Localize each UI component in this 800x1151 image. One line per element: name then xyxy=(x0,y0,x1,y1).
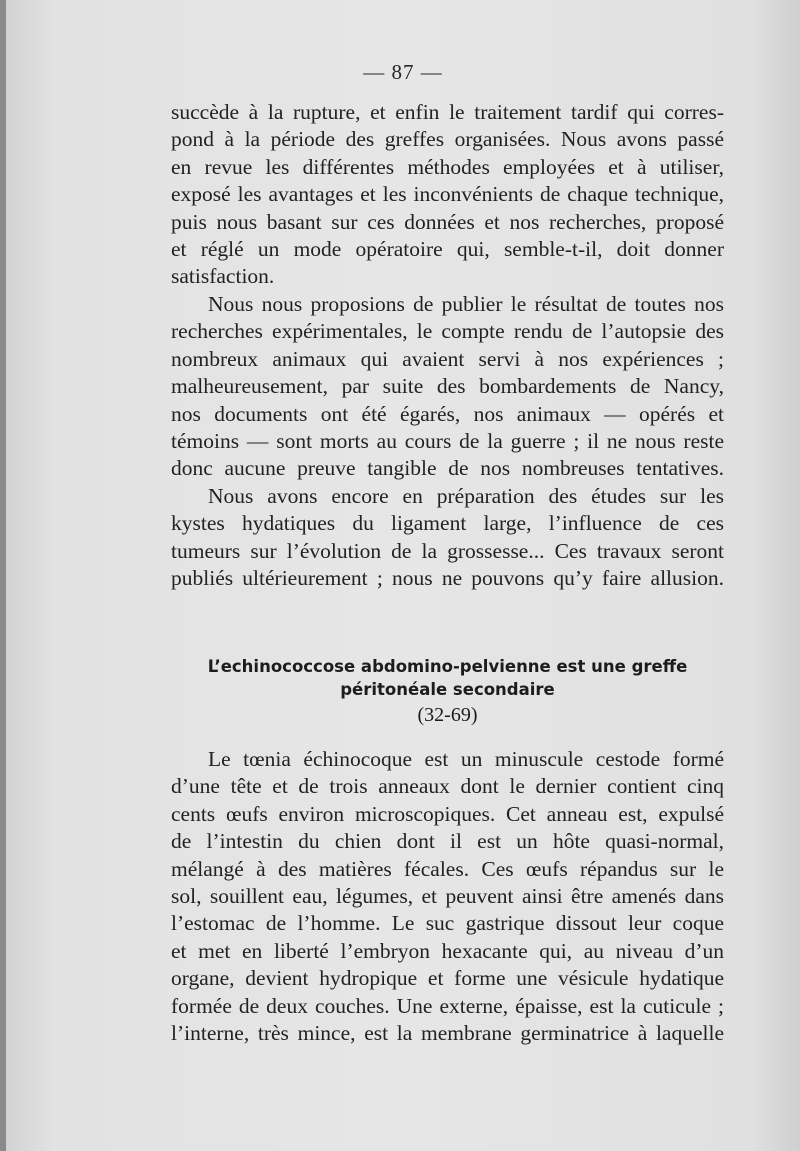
text-line: pond à la période des greffes organisées. Nous avons passé xyxy=(171,127,724,152)
page-number: — 87 — xyxy=(363,60,443,84)
text-line: nombreux animaux qui avaient servi à nos expériences ; xyxy=(171,346,724,371)
text-line: l’estomac de l’homme. Le suc gastrique dissout leur coque xyxy=(171,911,724,936)
text-line: Le tœnia échinocoque est un minuscule cestode formé xyxy=(208,747,724,771)
text-line: malheureusement, par suite des bombardements de Nancy, xyxy=(171,374,724,399)
text-line: mélangé à des matières fécales. Ces œufs répandus sur le xyxy=(171,856,724,881)
text-line: recherches expérimentales, le compte rendu de l’autopsie des xyxy=(171,319,724,344)
text-line: kystes hydatiques du ligament large, l’influence de ces xyxy=(171,511,724,536)
paragraph-4 xyxy=(171,746,724,1047)
section-heading xyxy=(171,655,724,729)
text-line: en revue les différentes méthodes employées et à utiliser, xyxy=(171,154,724,179)
section-title-line-2: péritonéale secondaire xyxy=(340,680,555,699)
text-line: formée de deux couches. Une externe, épaisse, est la cuticule ; xyxy=(171,993,724,1018)
section-title-line-1: L’echinococcose abdomino-pelvienne est une greffe xyxy=(207,657,688,676)
text-line: exposé les avantages et les inconvénients de chaque technique, xyxy=(171,182,724,207)
text-line: l’interne, très mince, est la membrane germinatrice à laquelle xyxy=(171,1021,724,1046)
text-line: Nous nous proposions de publier le résultat de toutes nos xyxy=(208,292,724,316)
text-line: de l’intestin du chien dont il est un hôte quasi-normal, xyxy=(171,829,724,854)
text-line: succède à la rupture, et enfin le traitement tardif qui corres- xyxy=(171,100,724,124)
text-line: publiés ultérieurement ; nous ne pouvons qu’y faire allusion. xyxy=(171,566,724,591)
text-line: et réglé un mode opératoire qui, semble-t-il, doit donner xyxy=(171,237,724,262)
text-line: puis nous basant sur ces données et nos recherches, proposé xyxy=(171,209,724,234)
text-line: d’une tête et de trois anneaux dont le dernier contient cinq xyxy=(171,774,724,799)
text-line: Nous avons encore en préparation des études sur les xyxy=(208,484,724,508)
text-line: et met en liberté l’embryon hexacante qui, au niveau d’un xyxy=(171,938,724,963)
paragraph-2 xyxy=(171,291,724,483)
text-line: nos documents ont été égarés, nos animaux — opérés et xyxy=(171,401,724,426)
text-line: témoins — sont morts au cours de la guerre ; il ne nous reste xyxy=(171,429,724,454)
paragraph-1 xyxy=(171,99,724,291)
text-line: satisfaction. xyxy=(171,264,275,289)
text-line: organe, devient hydropique et forme une vésicule hydatique xyxy=(171,966,724,991)
book-page xyxy=(6,0,800,1151)
section-reference: (32-69) xyxy=(417,704,478,726)
text-line: donc aucune preuve tangible de nos nombreuses tentatives. xyxy=(171,456,724,481)
text-line: sol, souillent eau, légumes, et peuvent ainsi être amenés dans xyxy=(171,884,724,909)
text-line: tumeurs sur l’évolution de la grossesse... Ces travaux seront xyxy=(171,538,724,563)
paragraph-3 xyxy=(171,483,724,593)
text-line: cents œufs environ microscopiques. Cet anneau est, expulsé xyxy=(171,801,724,826)
